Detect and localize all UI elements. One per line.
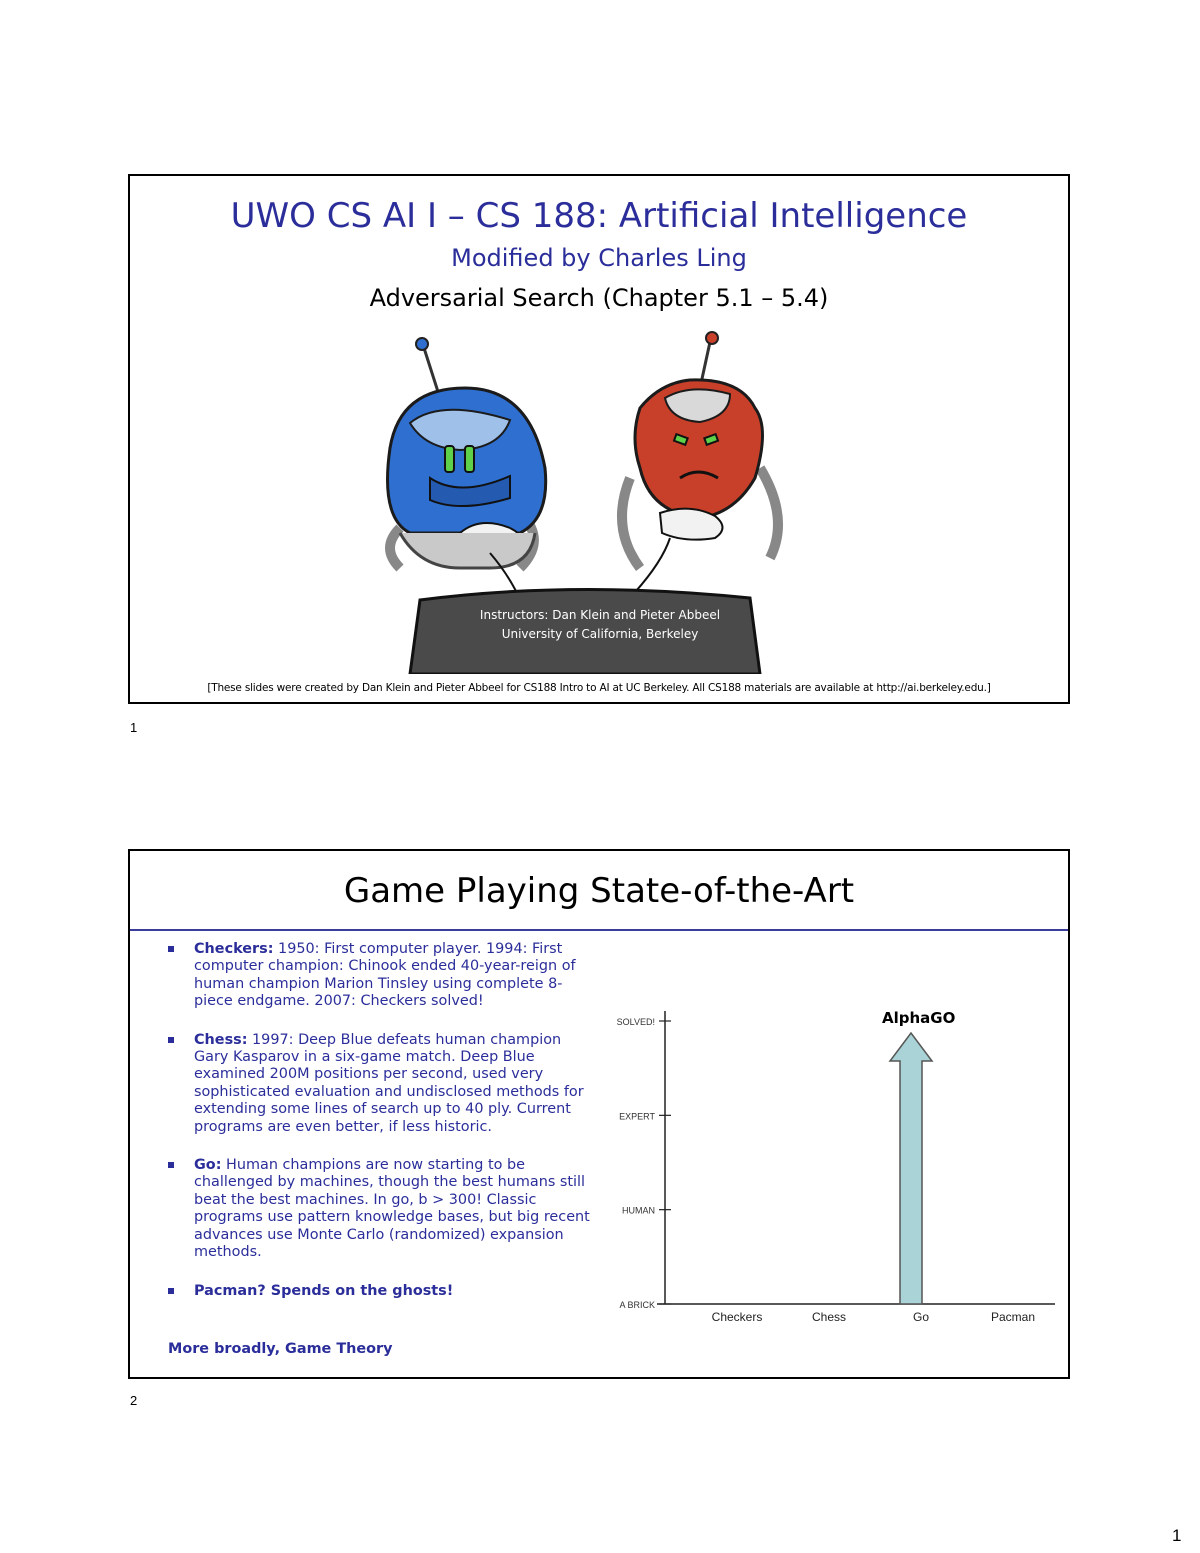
slide-number-2: 2 [130, 1393, 138, 1408]
slide-1 [128, 174, 1070, 704]
bullet-text: 1950: First computer player. 1994: First computer champion: Chinook ended 40-year-reign of human champion Marion Tinsley using complete 8-piece endgame. 2007: Checkers solved! [194, 941, 576, 1010]
bullet-list [164, 941, 594, 1321]
more-broadly-text: More broadly, Game Theory [168, 1341, 393, 1357]
alphago-label: AlphaGO [882, 1009, 956, 1027]
bullet-square-icon [168, 1162, 174, 1168]
y-tick-label: HUMAN [622, 1205, 655, 1216]
bullet-go [164, 1157, 594, 1261]
y-tick-label: EXPERT [619, 1111, 655, 1122]
game-ai-chart [590, 1001, 1060, 1331]
page-number: 1 [1172, 1526, 1182, 1545]
instructors-line: Instructors: Dan Klein and Pieter Abbeel [479, 608, 721, 622]
slide-2-title: Game Playing State-of-the-Art [343, 871, 855, 911]
y-tick-label: A BRICK [619, 1300, 655, 1310]
bullet-keyword: Chess: [194, 1031, 248, 1048]
instructors-text [450, 606, 750, 644]
bullet-chess [164, 1032, 594, 1136]
y-tick-label: SOLVED! [616, 1017, 655, 1027]
bullet-checkers [164, 941, 594, 1011]
x-tick-label: Chess [811, 1310, 847, 1324]
bullet-square-icon [168, 1037, 174, 1043]
red-robot [620, 332, 778, 608]
bullet-square-icon [168, 946, 174, 952]
slide-number-1: 1 [130, 720, 138, 735]
slide-1-footer: [These slides were created by Dan Klein and Pieter Abbeel for CS188 Intro to AI at UC Berkeley. All CS188 materials are available at http://ai.berkeley.edu.] [207, 682, 991, 694]
x-tick-label: Pacman [990, 1310, 1036, 1324]
slide-2 [128, 849, 1070, 1379]
blue-robot [388, 338, 546, 628]
bullet-text: Human champions are now starting to be challenged by machines, though the best humans still beat the best machines. In go, b > 300! Classic programs use pattern knowledge bases, but big recent advances use Monte Carlo (randomized) expansion methods. [194, 1157, 590, 1261]
bullet-pacman [164, 1283, 594, 1300]
bullet-keyword: Pacman? Spends on the ghosts! [194, 1282, 454, 1299]
slide-2-title-bar [130, 851, 1068, 931]
x-tick-label: Go [912, 1310, 930, 1324]
bullet-text: 1997: Deep Blue defeats human champion Gary Kasparov in a six-game match. Deep Blue examined 200M positions per second, used very sophisticated evaluation and undisclosed methods for extending some lines of search up to 40 ply. Current programs are even better, if less historic. [194, 1031, 584, 1135]
university-line: University of California, Berkeley [501, 627, 699, 641]
slide-1-title: UWO CS AI I – CS 188: Artificial Intelligence [230, 196, 968, 236]
x-tick-label: Checkers [711, 1310, 763, 1324]
bullet-keyword: Checkers: [194, 941, 274, 957]
bullet-keyword: Go: [194, 1157, 222, 1174]
slide-1-topic: Adversarial Search (Chapter 5.1 – 5.4) [369, 284, 829, 312]
bullet-square-icon [168, 1288, 174, 1294]
slide-1-subtitle: Modified by Charles Ling [451, 244, 747, 272]
alphago-arrow [890, 1033, 932, 1304]
